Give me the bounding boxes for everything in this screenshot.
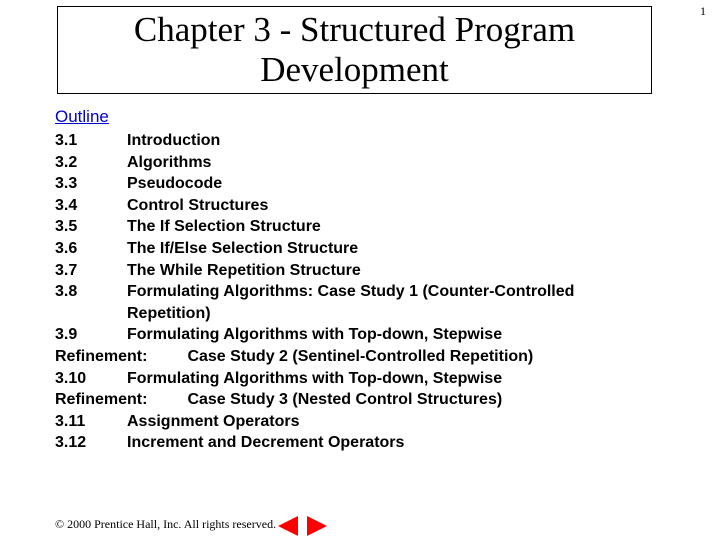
previous-slide-button[interactable] xyxy=(275,514,301,538)
outline-item-text: The If Selection Structure xyxy=(127,218,321,236)
outline-item xyxy=(55,260,695,282)
outline-item-number: 3.5 xyxy=(55,218,78,236)
outline-item-number: 3.3 xyxy=(55,175,78,193)
outline-item xyxy=(55,216,695,238)
outline-item-text: Introduction xyxy=(127,132,221,149)
outline-item xyxy=(55,152,695,174)
outline-item-text: Formulating Algorithms with Top-down, Stepwise xyxy=(127,369,503,387)
outline-item xyxy=(55,130,695,152)
outline-item-text: Pseudocode xyxy=(127,175,223,193)
outline-item xyxy=(55,368,695,390)
outline-item-continuation xyxy=(55,346,695,368)
outline-item-number: 3.1 xyxy=(55,132,78,149)
slide-title xyxy=(57,6,652,94)
outline-item-number: 3.12 xyxy=(55,434,87,452)
arrow-left-icon xyxy=(275,514,301,538)
title-line-2: Development xyxy=(260,50,449,89)
outline-item-continuation-label: Refinement: xyxy=(55,347,148,365)
outline-item-number: 3.4 xyxy=(55,196,78,214)
outline-item xyxy=(55,432,695,454)
outline-item-text: Increment and Decrement Operators xyxy=(127,434,405,452)
outline-item-continuation-text: Case Study 2 (Sentinel-Controlled Repetition) xyxy=(187,347,534,365)
outline-item-text: The If/Else Selection Structure xyxy=(127,239,359,257)
outline-item-continuation xyxy=(55,389,695,411)
outline-item-number: 3.11 xyxy=(55,412,86,430)
arrow-right-icon xyxy=(304,514,330,538)
outline-item-continuation-label: Refinement: xyxy=(55,391,148,409)
outline-item-number: 3.6 xyxy=(55,239,78,257)
outline-item xyxy=(55,173,695,195)
page-number: 1 xyxy=(700,4,706,18)
outline-item-number: 3.2 xyxy=(55,153,78,171)
outline-item-text: Control Structures xyxy=(127,196,269,214)
outline-item-text: The While Repetition Structure xyxy=(127,261,361,279)
outline-item-number: 3.10 xyxy=(55,369,87,387)
next-slide-button[interactable] xyxy=(304,514,330,538)
outline-item xyxy=(55,411,695,433)
outline-item-text: Formulating Algorithms with Top-down, Stepwise xyxy=(127,326,503,344)
outline-list xyxy=(55,130,695,454)
outline-item xyxy=(55,238,695,260)
copyright-notice: © 2000 Prentice Hall, Inc. All rights reserved. xyxy=(55,517,277,531)
outline-item xyxy=(55,324,695,346)
title-line-1: Chapter 3 - Structured Program xyxy=(133,10,576,49)
outline-item-number: 3.8 xyxy=(55,283,78,301)
outline-item-text: Assignment Operators xyxy=(127,412,300,430)
outline-item-number: 3.7 xyxy=(55,261,78,279)
outline-item-text: Algorithms xyxy=(127,153,212,171)
outline-item-continuation-text: Case Study 3 (Nested Control Structures) xyxy=(187,391,503,409)
outline-item xyxy=(55,281,695,303)
outline-link[interactable]: Outline xyxy=(55,107,109,126)
outline-item xyxy=(55,195,695,217)
outline-item-continuation: Repetition) xyxy=(127,304,211,322)
outline-item-text: Formulating Algorithms: Case Study 1 (Counter-Controlled xyxy=(127,283,575,301)
outline-item-number: 3.9 xyxy=(55,326,78,344)
